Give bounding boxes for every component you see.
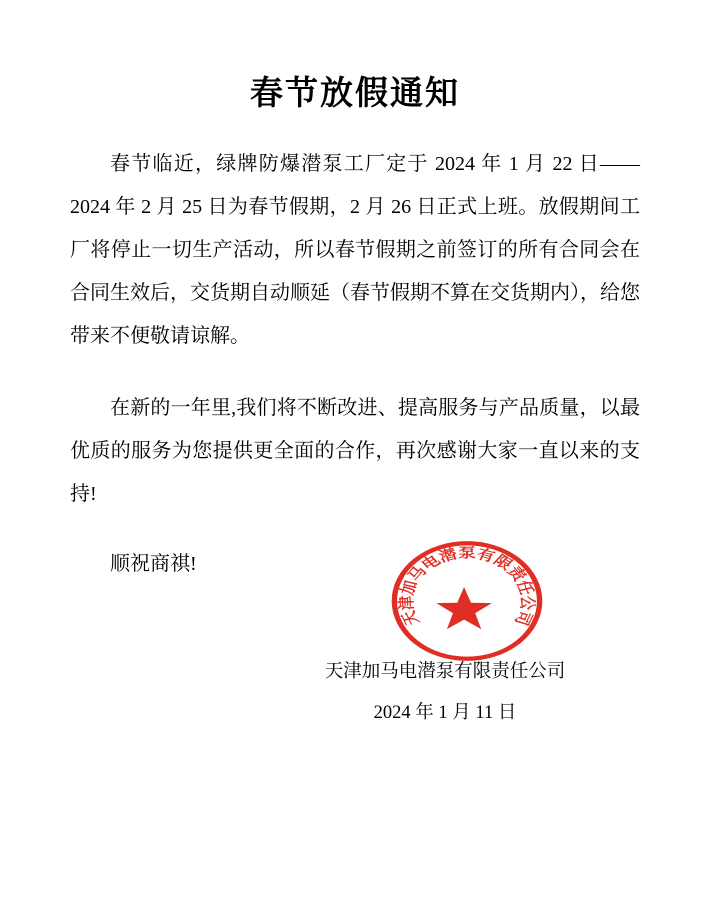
- signature-company-name: 天津加马电潜泵有限责任公司: [324, 662, 566, 682]
- star-icon: [436, 587, 492, 629]
- seal-arc-text: 天津加马电潜泵有限责任公司: [397, 546, 537, 628]
- signature-date: 2024 年 1 月 11 日: [373, 703, 517, 723]
- closing-phrase: 顺祝商祺!: [110, 553, 197, 575]
- document-title: 春节放假通知: [250, 74, 460, 111]
- notice-paragraph-1: 春节临近，绿牌防爆潜泵工厂定于 2024 年 1 月 22 日——2024 年 2 月 25 日为春节假期，2 月 26 日正式上班。放假期间工厂将停止一切生产活动，所以春节假期之前签订的所有合同会在合同生效后，交货期自动顺延（春节假期不算在交货期内），给您带来不便敬请谅解。: [70, 153, 640, 347]
- notice-paragraph-2: 在新的一年里,我们将不断改进、提高服务与产品质量，以最优质的服务为您提供更全面的合作，再次感谢大家一直以来的支持!: [70, 397, 640, 505]
